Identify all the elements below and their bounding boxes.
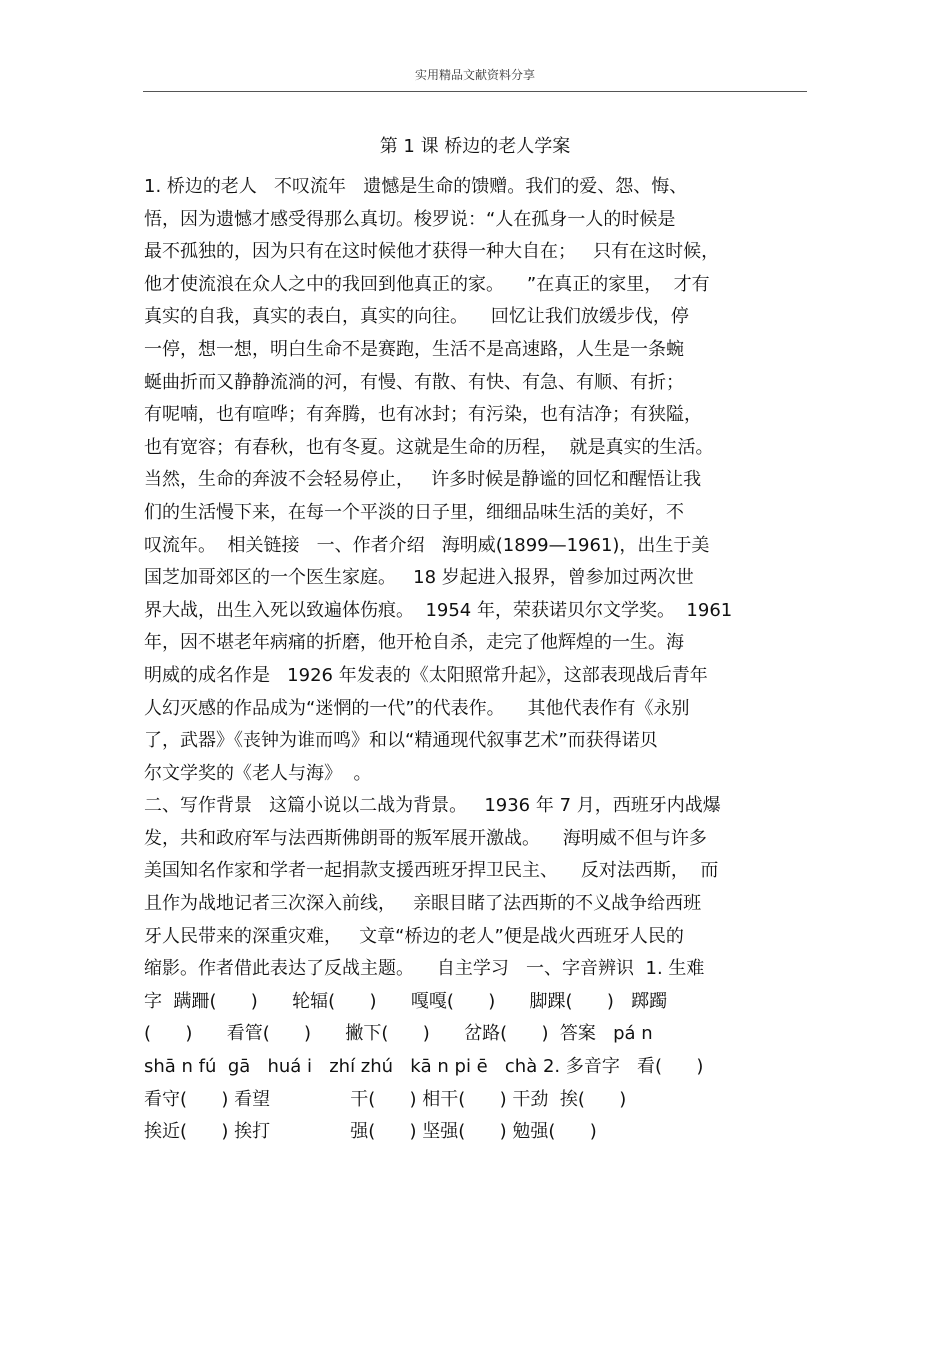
text-line: 他才使流浪在众人之中的我回到他真正的家。 ”在真正的家里， 才有 — [144, 273, 710, 295]
document-body — [144, 171, 810, 1149]
text-line: shā n fú gā huá i zhí zhú kā n pi ē chà 2. 多音字 看( ) — [144, 1056, 704, 1078]
text-line: 最不孤独的，因为只有在这时候他才获得一种大自在； 只有在这时候， — [144, 241, 720, 263]
text-line: 看守( ) 看望 干( ) 相干( ) 干劲 挨( ) — [144, 1088, 627, 1110]
text-line: 有呢喃，也有喧哗；有奔腾，也有冰封；有污染，也有洁净；有狭隘， — [144, 404, 702, 426]
text-line: ( ) 看管( ) 撇下( ) 岔路( ) 答案 pá n — [144, 1023, 653, 1045]
text-line: 1. 桥边的老人 不叹流年 遗憾是生命的馈赠。我们的爱、怨、悔、 — [144, 176, 688, 197]
text-line: 且作为战地记者三次深入前线， 亲眼目睹了法西斯的不义战争给西班 — [144, 893, 702, 915]
text-line: 二、写作背景 这篇小说以二战为背景。 1936 年 7 月，西班牙内战爆 — [144, 795, 721, 817]
text-line: 挨近( ) 挨打 强( ) 坚强( ) 勉强( ) — [144, 1121, 597, 1143]
text-line: 当然，生命的奔波不会轻易停止， 许多时候是静谧的回忆和醒悟让我 — [144, 469, 702, 491]
text-line: 人幻灭感的作品成为“迷惘的一代”的代表作。 其他代表作有《永别 — [144, 697, 690, 719]
text-line: 美国知名作家和学者一起捐款支援西班牙捍卫民主、 反对法西斯， 而 — [144, 860, 719, 882]
text-line: 字 蹒跚( ) 轮辐( ) 嘎嘎( ) 脚踝( ) 踯躅 — [144, 990, 668, 1012]
text-line: 也有宽容；有春秋，也有冬夏。这就是生命的历程， 就是真实的生活。 — [144, 436, 714, 458]
page-header: 实用精品文献资料分享 — [414, 68, 535, 82]
text-line: 们的生活慢下来，在每一个平淡的日子里，细细品味生活的美好，不 — [144, 501, 684, 523]
text-line: 了，武器》《丧钟为谁而鸣》和以“精通现代叙事艺术”而获得诺贝 — [144, 730, 658, 752]
text-line: 发，共和政府军与法西斯佛朗哥的叛军展开激战。 海明威不但与许多 — [144, 827, 707, 849]
text-line: 明威的成名作是 1926 年发表的《太阳照常升起》，这部表现战后青年 — [144, 664, 708, 686]
text-line: 年，因不堪老年病痛的折磨，他开枪自杀，走完了他辉煌的一生。海 — [144, 632, 684, 654]
text-line: 叹流年。 相关链接 一、作者介绍 海明威(1899—1961)，出生于美 — [144, 534, 710, 556]
text-line: 国芝加哥郊区的一个医生家庭。 18 岁起进入报界，曾参加过两次世 — [144, 567, 694, 589]
header-rule — [143, 91, 807, 92]
document-title: 第 1 课 桥边的老人学案 — [379, 136, 571, 157]
text-line: 牙人民带来的深重灾难， 文章“桥边的老人”便是战火西班牙人民的 — [144, 925, 684, 947]
text-line: 界大战，出生入死以致遍体伤痕。 1954 年，荣获诺贝尔文学奖。 1961 — [144, 599, 733, 621]
text-line: 一停，想一想，明白生命不是赛跑，生活不是高速路，人生是一条蜿 — [144, 338, 684, 360]
text-line: 尔文学奖的《老人与海》 。 — [144, 762, 372, 784]
text-line: 真实的自我，真实的表白，真实的向往。 回忆让我们放缓步伐，停 — [144, 306, 689, 328]
text-line: 悟，因为遗憾才感受得那么真切。梭罗说：“人在孤身一人的时候是 — [144, 208, 676, 230]
text-line: 缩影。作者借此表达了反战主题。 自主学习 一、字音辨识 1. 生难 — [144, 958, 705, 980]
text-line: 蜒曲折而又静静流淌的河，有慢、有散、有快、有急、有顺、有折； — [144, 371, 684, 393]
